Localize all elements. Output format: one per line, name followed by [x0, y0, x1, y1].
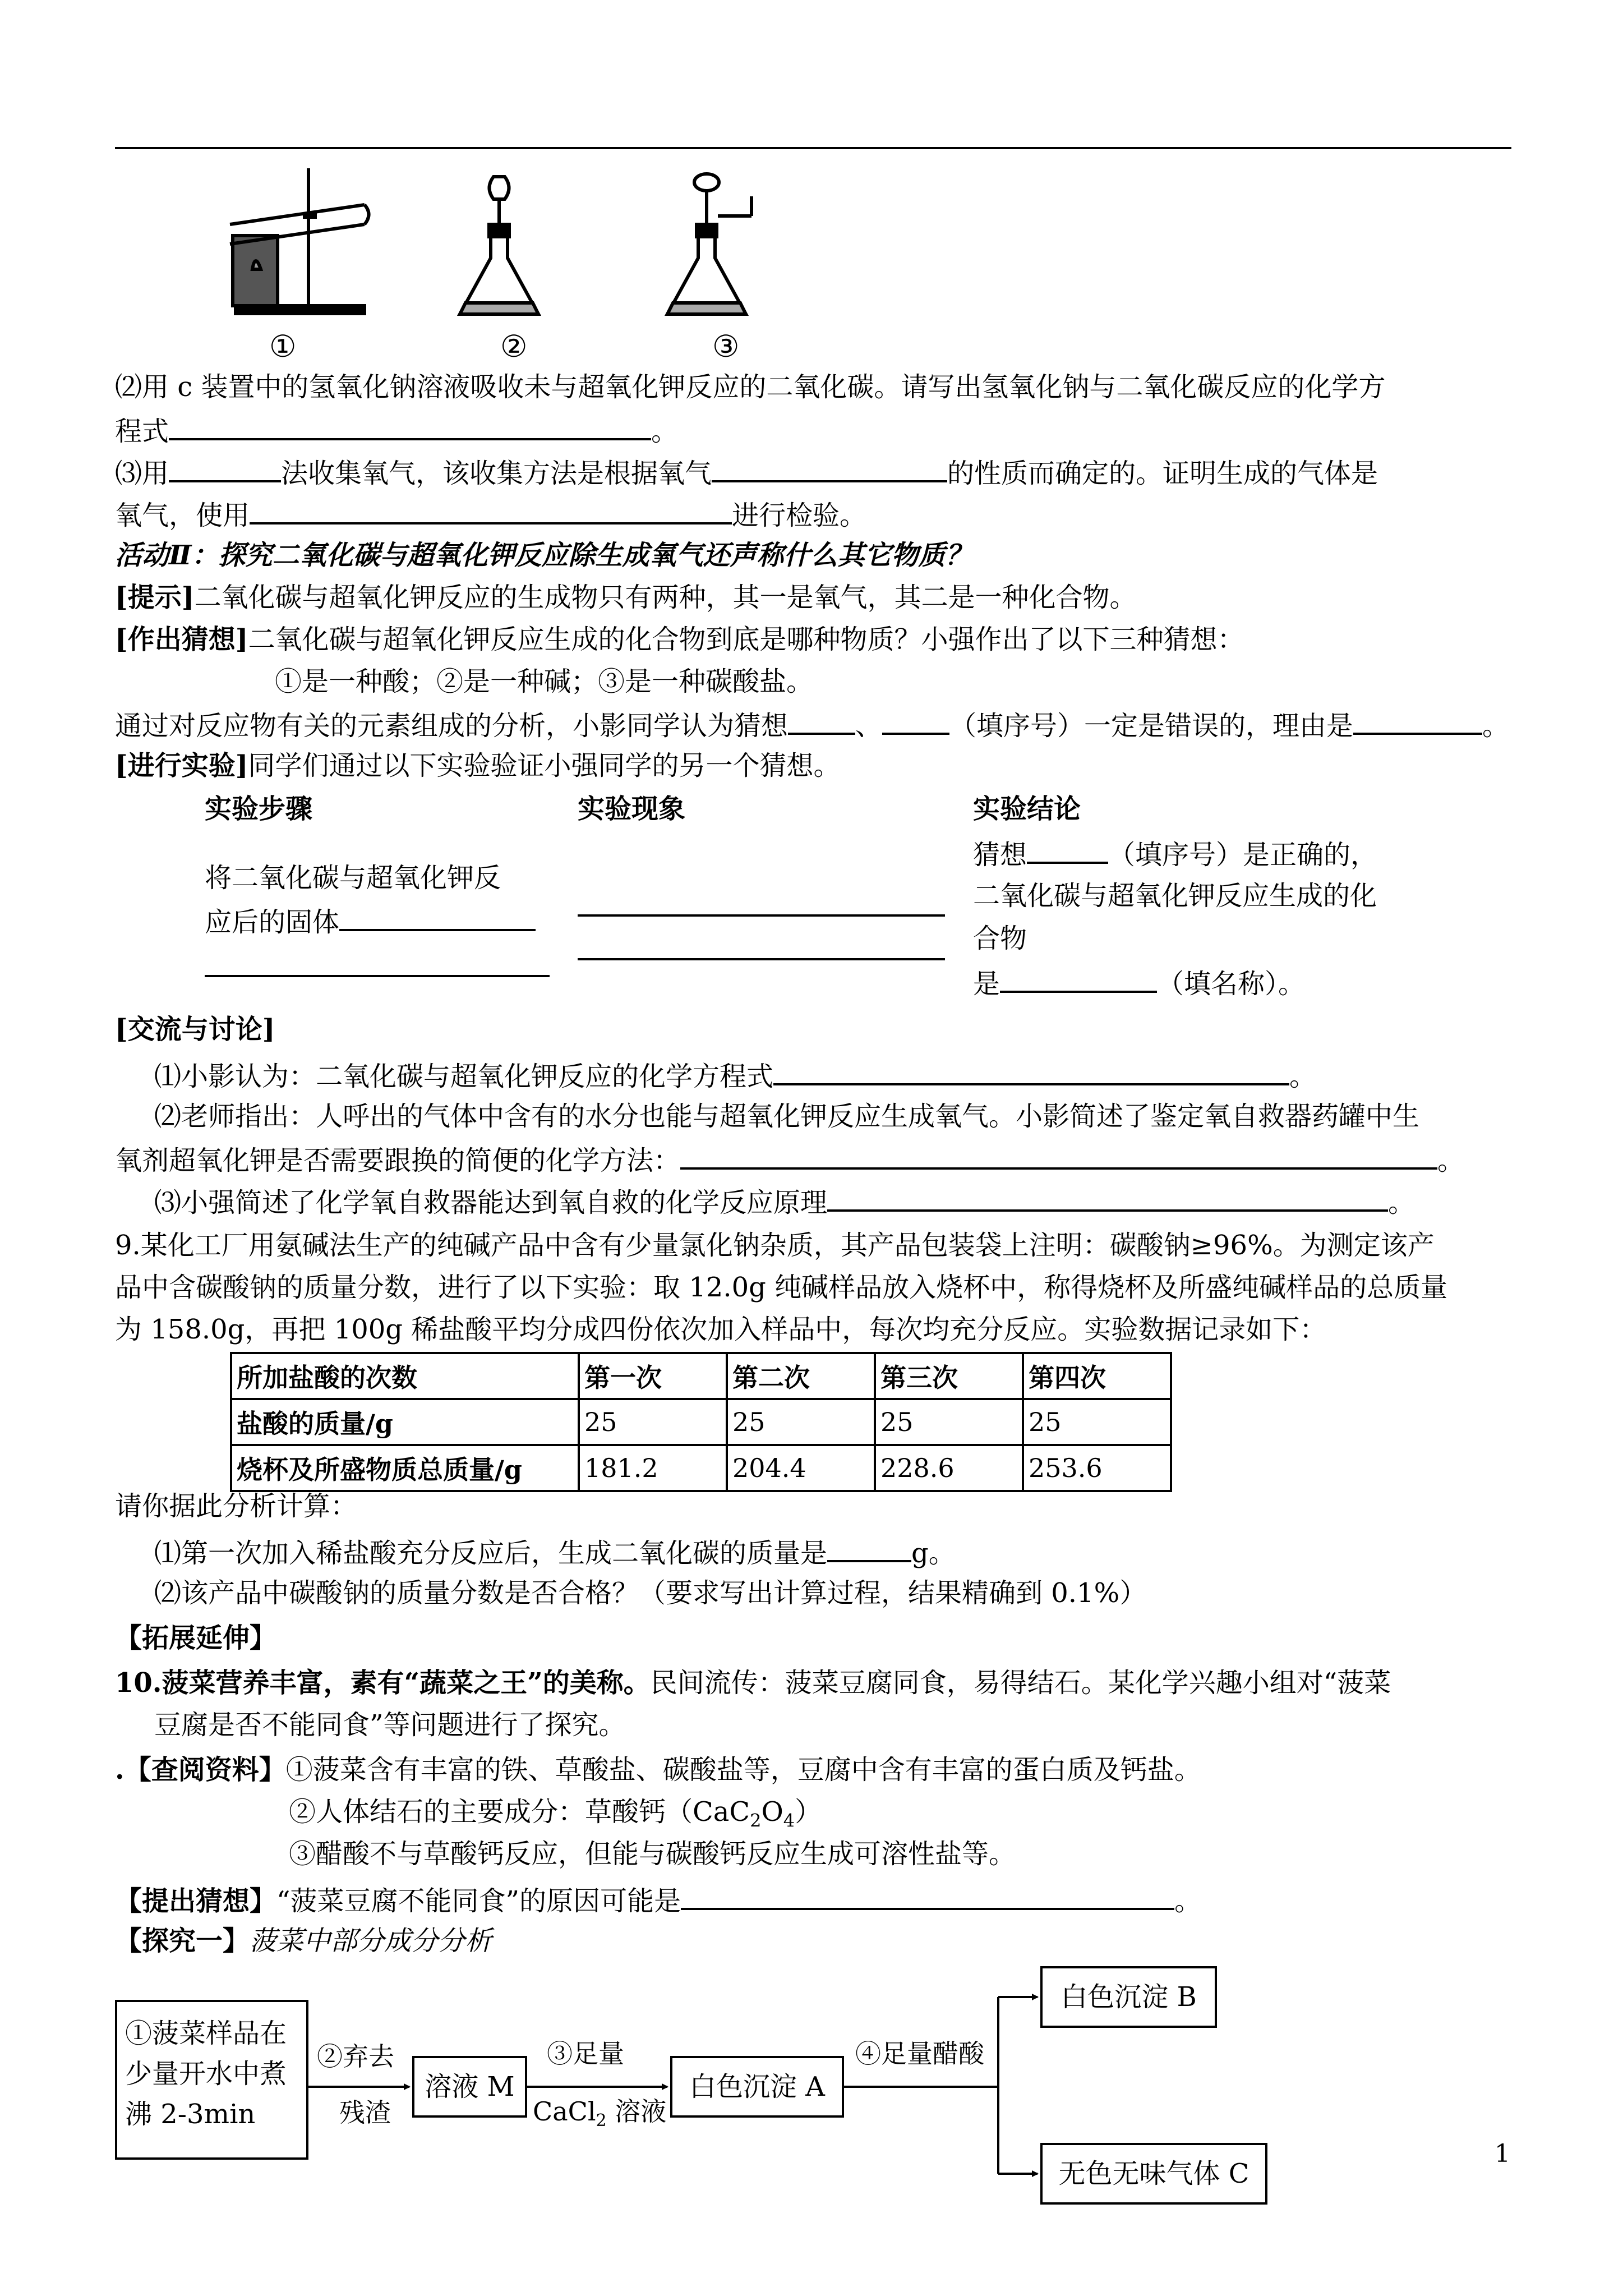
table-cell: 25: [727, 1399, 875, 1445]
page-number: 1: [1495, 2139, 1510, 2168]
discussion-3: ⑶小强简述了化学氧自救器能达到氧自救的化学反应原理 。: [154, 1184, 1415, 1220]
discussion-2-line-2: 氧剂超氧化钾是否需要跟换的简便的化学方法： 。: [115, 1142, 1464, 1177]
flow-arrow-1-label-bottom: 残渣: [339, 2097, 391, 2128]
question-10-line-2: 豆腐是否不能同食”等问题进行了探究。: [154, 1709, 626, 1741]
question-2-line-1: ⑵用 c 装置中的氢氧化钠溶液吸收未与超氧化钾反应的二氧化碳。请写出氢氧化钠与二氧化碳反应的化学方: [115, 371, 1386, 403]
flow-box-sample-line: 沸 2-3min: [125, 2099, 256, 2130]
exp-header-conclusion: 实验结论: [973, 793, 1081, 825]
flow-box-sample-line: ①菠菜样品在: [125, 2018, 287, 2049]
question-2-line-2: 程式 。: [115, 412, 678, 448]
apparatus-label-3: ③: [712, 329, 740, 364]
q9-calc-intro: 请你据此分析计算：: [115, 1490, 358, 1522]
exp-header-phenomena: 实验现象: [578, 793, 686, 825]
flow-arrow-3-label: ④足量醋酸: [855, 2039, 984, 2069]
flow-box-sample-line: 少量开水中煮: [125, 2058, 287, 2090]
exp-conclusion-line-4: 是 （填名称）。: [973, 965, 1305, 1001]
q9-calc-2: ⑵该产品中碳酸钠的质量分数是否合格？（要求写出计算过程，结果精确到 0.1%）: [154, 1577, 1147, 1609]
table-cell: 253.6: [1023, 1445, 1171, 1491]
table-cell: 25: [579, 1399, 727, 1445]
table-header-cell: 第二次: [727, 1353, 875, 1399]
guess-line: [作出猜想]二氧化碳与超氧化钾反应生成的化合物到底是哪种物质？小强作出了以下三种猜想：: [115, 624, 1244, 655]
analysis-line: 通过对反应物有关的元素组成的分析，小影同学认为猜想 、 （填序号）一定是错误的，理由是 。: [115, 707, 1509, 743]
hint-line: [提示]二氧化碳与超氧化钾反应的生成物只有两种，其一是氧气，其二是一种化合物。: [115, 582, 1137, 613]
flow-arrow-1-label-top: ②弃去: [317, 2041, 394, 2072]
table-header-cell: 第三次: [875, 1353, 1023, 1399]
exp-header-steps: 实验步骤: [205, 793, 313, 825]
discussion-1: ⑴小影认为：二氧化碳与超氧化钾反应的化学方程式 。: [154, 1057, 1316, 1093]
question-9-line-2: 品中含碳酸钠的质量分数，进行了以下实验：取 12.0g 纯碱样品放入烧杯中，称得烧杯及所盛纯碱样品的总质量: [115, 1272, 1448, 1303]
table-cell: 181.2: [579, 1445, 727, 1491]
table-cell: 烧杯及所盛物质总质量/g: [231, 1445, 579, 1491]
question-10-line-1: 10.菠菜营养丰富，素有“蔬菜之王”的美称。民间流传：菠菜豆腐同食，易得结石。某化学兴趣小组对“菠菜: [115, 1667, 1391, 1699]
flow-box-solution-m-label: 溶液 M: [425, 2071, 515, 2102]
table-cell: 25: [1023, 1399, 1171, 1445]
table-cell: 25: [875, 1399, 1023, 1445]
flow-box-gas-c: [1040, 2143, 1267, 2205]
table-header-cell: 第四次: [1023, 1353, 1171, 1399]
exp-conclusion-line-2: 二氧化碳与超氧化钾反应生成的化: [973, 880, 1377, 912]
info-line-2: ②人体结石的主要成分：草酸钙$(CaC_2O_4)$: [289, 1796, 822, 1832]
exp-conclusion-line-3: 合物: [973, 923, 1027, 954]
question-9-line-1: 9.某化工厂用氨碱法生产的纯碱产品中含有少量氯化钠杂质，其产品包装袋上注明：碳酸钠≥96%。为测定该产: [115, 1230, 1435, 1261]
table-header-cell: 第一次: [579, 1353, 727, 1399]
question-3-line-1: ⑶用 法收集氧气，该收集方法是根据氧气 的性质而确定的。证明生成的气体是: [115, 454, 1378, 490]
flow-box-solution-m: [412, 2056, 527, 2118]
flow-box-precipitate-a-label: 白色沉淀 A: [689, 2071, 825, 2102]
experiment-line: [进行实验]同学们通过以下实验验证小强同学的另一个猜想。: [115, 750, 841, 781]
exp-step-line-1: 将二氧化碳与超氧化钾反: [205, 862, 501, 894]
info-line-1: .【查阅资料】①菠菜含有丰富的铁、草酸盐、碳酸盐等，豆腐中含有丰富的蛋白质及钙盐。: [115, 1754, 1201, 1786]
flow-box-gas-c-label: 无色无味气体 C: [1058, 2158, 1249, 2189]
flow-arrow-2-label-bottom: CaCl$_2$ 溶液: [533, 2096, 667, 2131]
explore-1-heading: 【探究一】菠菜中部分成分分析: [115, 1925, 492, 1957]
table-header-cell: 所加盐酸的次数: [231, 1353, 579, 1399]
question-9-line-3: 为 158.0g，再把 100g 稀盐酸平均分成四份依次加入样品中，每次均充分反应。实验数据记录如下：: [115, 1314, 1327, 1345]
guess-options: ①是一种酸；②是一种碱；③是一种碳酸盐。: [275, 666, 814, 697]
discussion-2-line-1: ⑵老师指出：人呼出的气体中含有的水分也能与超氧化钾反应生成氧气。小影简述了鉴定氧自救器药罐中生: [154, 1101, 1420, 1132]
extension-heading: 【拓展延伸】: [115, 1622, 277, 1654]
table-cell: 204.4: [727, 1445, 875, 1491]
hypothesis-line: 【提出猜想】“菠菜豆腐不能同食”的原因可能是 。: [115, 1882, 1201, 1918]
flow-box-precipitate-b: [1040, 1966, 1217, 2028]
question-3-line-2: 氧气，使用 进行检验。: [115, 496, 866, 532]
exp-step-line-2: 应后的固体: [205, 903, 536, 939]
flow-box-precipitate-a: [670, 2056, 844, 2118]
flow-box-sample: [115, 2000, 308, 2160]
exp-conclusion-line-1: 猜想 （填序号）是正确的，: [973, 836, 1377, 872]
info-line-3: ③醋酸不与草酸钙反应，但能与碳酸钙反应生成可溶性盐等。: [289, 1838, 1016, 1870]
activity-2-heading: 活动Ⅱ：探究二氧化碳与超氧化钾反应除生成氧气还声称什么其它物质？: [115, 540, 972, 571]
table-cell: 228.6: [875, 1445, 1023, 1491]
discussion-heading: [交流与讨论]: [115, 1014, 275, 1045]
apparatus-label-1: ①: [269, 329, 297, 364]
flow-box-precipitate-b-label: 白色沉淀 B: [1061, 1981, 1197, 2013]
apparatus-label-2: ②: [500, 329, 528, 364]
flow-arrow-2-label-top: ③足量: [547, 2039, 624, 2069]
q9-calc-1: ⑴第一次加入稀盐酸充分反应后，生成二氧化碳的质量是 g。: [154, 1534, 956, 1570]
table-cell: 盐酸的质量/g: [231, 1399, 579, 1445]
